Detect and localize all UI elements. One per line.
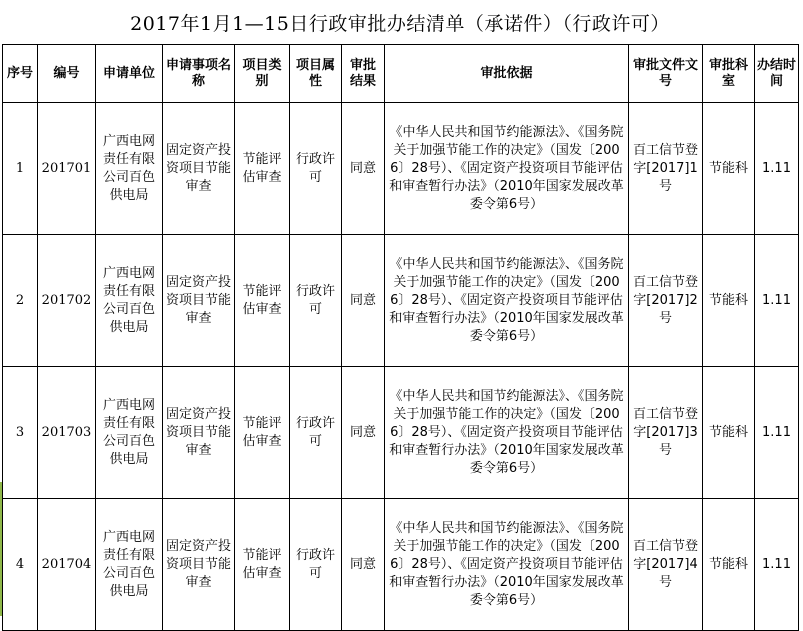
cell-applicant: 广西电网责任有限公司百色供电局 — [96, 499, 163, 631]
cell-basis: 《中华人民共和国节约能源法》、《国务院关于加强节能工作的决定》（国发〔2006〕28号）、《固定资产投资项目节能评估和审查暂行办法》（2010年国家发展改革委令第6号） — [385, 235, 629, 367]
table-header-row — [3, 45, 799, 103]
cell-applicant: 广西电网责任有限公司百色供电局 — [96, 235, 163, 367]
cell-duration: 1.11 — [755, 499, 799, 631]
cell-number: 201701 — [38, 103, 96, 235]
cell-result: 同意 — [342, 499, 385, 631]
approval-table — [2, 44, 799, 631]
header-project-attribute: 项目属性 — [290, 45, 342, 103]
cell-duration: 1.11 — [755, 367, 799, 499]
cell-applicant: 广西电网责任有限公司百色供电局 — [96, 103, 163, 235]
cell-department: 节能科 — [703, 367, 755, 499]
cell-department: 节能科 — [703, 235, 755, 367]
cell-number: 201704 — [38, 499, 96, 631]
header-result: 审批结果 — [342, 45, 385, 103]
cell-item-name: 固定资产投资项目节能审查 — [163, 103, 235, 235]
header-doc-number: 审批文件文号 — [629, 45, 703, 103]
header-basis: 审批依据 — [385, 45, 629, 103]
cell-seq: 4 — [3, 499, 38, 631]
cell-seq: 3 — [3, 367, 38, 499]
cell-project-attribute: 行政许可 — [290, 235, 342, 367]
cell-department: 节能科 — [703, 499, 755, 631]
cell-project-attribute: 行政许可 — [290, 103, 342, 235]
cell-item-name: 固定资产投资项目节能审查 — [163, 499, 235, 631]
cell-basis: 《中华人民共和国节约能源法》、《国务院关于加强节能工作的决定》（国发〔2006〕28号）、《固定资产投资项目节能评估和审查暂行办法》（2010年国家发展改革委令第6号） — [385, 103, 629, 235]
header-department: 审批科室 — [703, 45, 755, 103]
cell-item-name: 固定资产投资项目节能审查 — [163, 235, 235, 367]
cell-item-name: 固定资产投资项目节能审查 — [163, 367, 235, 499]
cell-duration: 1.11 — [755, 103, 799, 235]
cell-seq: 1 — [3, 103, 38, 235]
header-number: 编号 — [38, 45, 96, 103]
cell-duration: 1.11 — [755, 235, 799, 367]
header-item-name: 申请事项名称 — [163, 45, 235, 103]
cell-doc-number: 百工信节登字[2017]4号 — [629, 499, 703, 631]
selection-marker — [0, 482, 2, 616]
cell-result: 同意 — [342, 103, 385, 235]
cell-project-category: 节能评估审查 — [235, 499, 290, 631]
cell-project-category: 节能评估审查 — [235, 235, 290, 367]
cell-result: 同意 — [342, 235, 385, 367]
cell-number: 201703 — [38, 367, 96, 499]
header-applicant: 申请单位 — [96, 45, 163, 103]
cell-basis: 《中华人民共和国节约能源法》、《国务院关于加强节能工作的决定》（国发〔2006〕28号）、《固定资产投资项目节能评估和审查暂行办法》（2010年国家发展改革委令第6号） — [385, 499, 629, 631]
table-row — [3, 499, 799, 631]
cell-project-category: 节能评估审查 — [235, 103, 290, 235]
cell-project-category: 节能评估审查 — [235, 367, 290, 499]
cell-seq: 2 — [3, 235, 38, 367]
cell-doc-number: 百工信节登字[2017]3号 — [629, 367, 703, 499]
table-row — [3, 367, 799, 499]
cell-applicant: 广西电网责任有限公司百色供电局 — [96, 367, 163, 499]
table-row — [3, 103, 799, 235]
page-title: 2017年1月1—15日行政审批办结清单（承诺件）（行政许可） — [130, 12, 670, 35]
header-seq: 序号 — [3, 45, 38, 103]
cell-doc-number: 百工信节登字[2017]2号 — [629, 235, 703, 367]
cell-department: 节能科 — [703, 103, 755, 235]
table-row — [3, 235, 799, 367]
header-project-category: 项目类别 — [235, 45, 290, 103]
cell-project-attribute: 行政许可 — [290, 499, 342, 631]
cell-number: 201702 — [38, 235, 96, 367]
cell-result: 同意 — [342, 367, 385, 499]
cell-project-attribute: 行政许可 — [290, 367, 342, 499]
cell-basis: 《中华人民共和国节约能源法》、《国务院关于加强节能工作的决定》（国发〔2006〕28号）、《固定资产投资项目节能评估和审查暂行办法》（2010年国家发展改革委令第6号） — [385, 367, 629, 499]
header-duration: 办结时间 — [755, 45, 799, 103]
cell-doc-number: 百工信节登字[2017]1号 — [629, 103, 703, 235]
